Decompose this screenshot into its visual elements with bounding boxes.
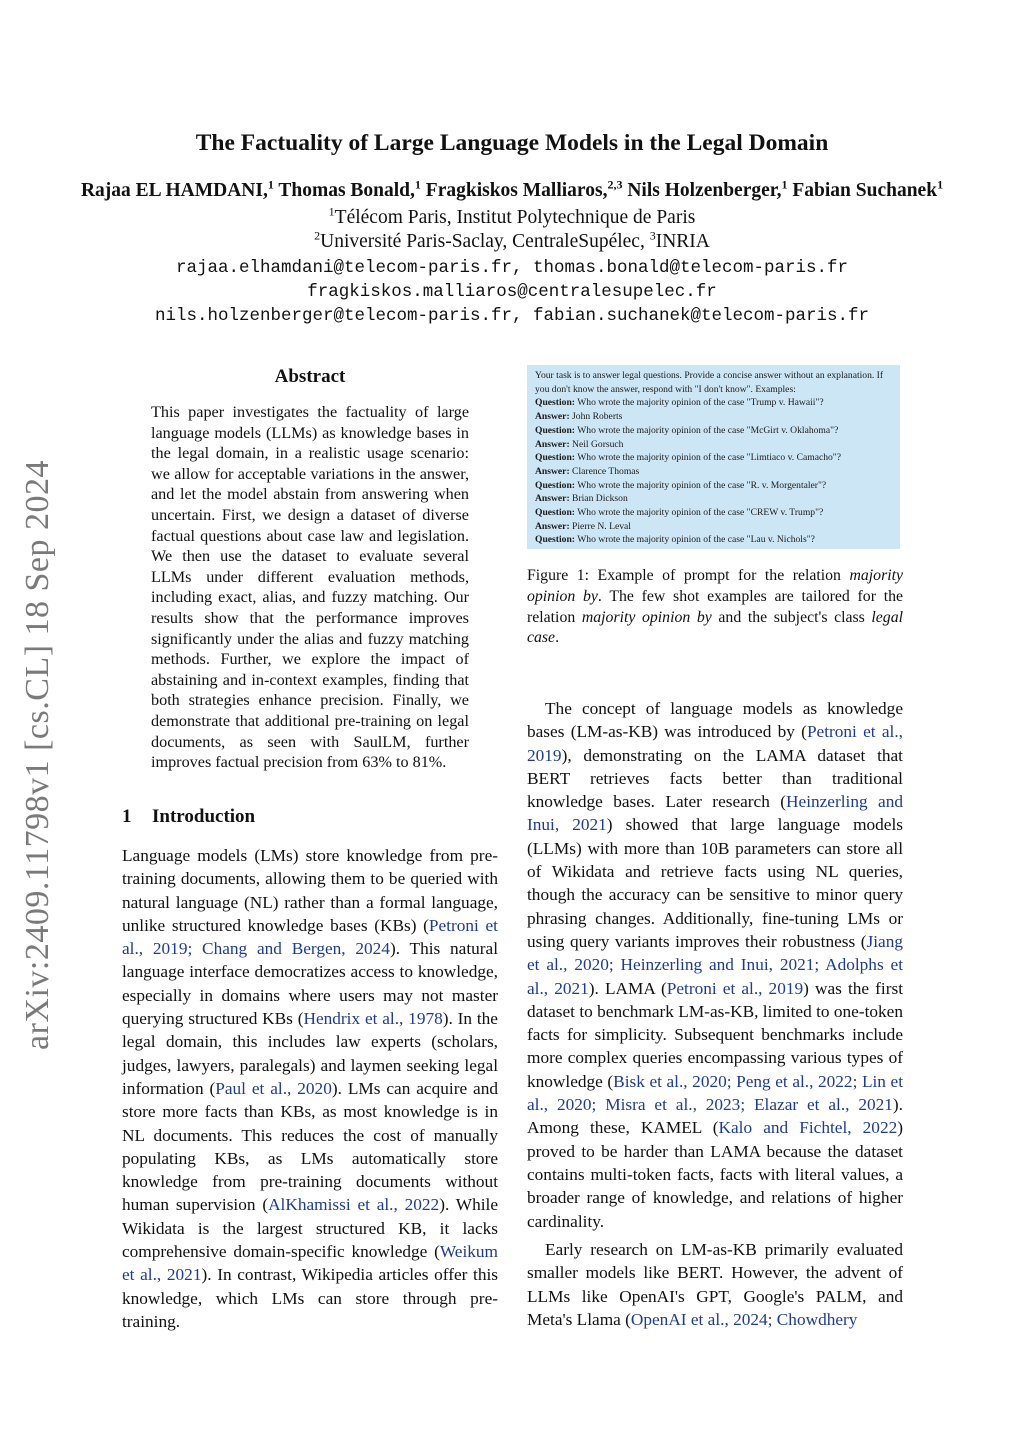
prompt-question: Question: Who wrote the majority opinion of the case "Trump v. Hawaii"? (535, 397, 824, 409)
arxiv-identifier-stamp: arXiv:2409.11798v1 [cs.CL] 18 Sep 2024 (19, 459, 56, 1050)
abstract-body: This paper investigates the factuality of large language models (LLMs) as knowledge bases in the legal domain, in a realistic usage scenario: we allow for acceptable variations in the answer, and let the model abstain from answering when uncertain. First, we design a dataset of diverse factual questions about case law and legislation. We then use the dataset to evaluate several LLMs under different evaluation methods, including exact, alias, and fuzzy matching. Our results show that the performance improves significantly under the alias and fuzzy matching methods. Further, we explore the impact of abstaining and in-context examples, finding that both strategies enhance precision. Finally, we demonstrate that additional pre-training on legal documents, as seen with SaulLM, further improves factual precision from 63% to 81%. (151, 403, 469, 772)
right-column-paragraph-2: Early research on LM-as-KB primarily evaluated smaller models like BERT. However, the advent of LLMs like OpenAI's GPT, Google's PALM, and Meta's Llama (OpenAI et al., 2024; Chowdhery (527, 1240, 903, 1329)
author-affiliation-mark: 1 (937, 177, 944, 192)
author-name: Thomas Bonald, (278, 180, 415, 201)
author-affiliation-mark: 2,3 (607, 177, 623, 192)
citation-link[interactable]: OpenAI et al., 2024; Chowdhery (630, 1309, 858, 1329)
citation-link[interactable]: Petroni et al., 2019 (527, 722, 903, 765)
prompt-example-box (527, 365, 900, 549)
affiliation-2: $^2$Université Paris-Saclay, CentraleSupélec, $^3$INRIA (314, 228, 710, 252)
prompt-final-question: Question: Who wrote the majority opinion of the case "Lau v. Nichols"? (535, 534, 815, 546)
citation-link[interactable]: Jiang et al., 2020; Heinzerling and Inui, 2021; Adolphs et al., 2021 (527, 931, 903, 998)
author-affiliation-mark: 1 (781, 177, 788, 192)
email-line-1: rajaa.elhamdani@telecom-paris.fr, thomas.bonald@telecom-paris.fr (175, 258, 849, 278)
prompt-answer: Answer: John Roberts (535, 411, 623, 423)
author-affiliation-mark: 1 (267, 177, 274, 192)
affiliation-1: $^1$Télécom Paris, Institut Polytechnique de Paris (328, 204, 696, 228)
author-name: Fabian Suchanek (792, 180, 938, 201)
citation-link[interactable]: AlKhamissi et al., 2022 (268, 1195, 440, 1215)
citation-link[interactable]: Paul et al., 2020 (215, 1078, 332, 1098)
abstract-heading: Abstract (274, 366, 346, 387)
introduction-body: Language models (LMs) store knowledge from pre-training documents, allowing them to be queried with natural language (NL) rather than a formal language, unlike structured knowledge bases (KBs) (Petroni et al., 2019; Chang and Bergen, 2024). This natural language interface democratizes access to knowledge, especially in domains where users may not master querying structured KBs (Hendrix et al., 1978). In the legal domain, this includes law experts (scholars, judges, lawyers, paralegals) and laymen seeking legal information (Paul et al., 2020). LMs can acquire and store more facts than KBs, as most knowledge is in NL documents. This reduces the cost of manually populating KBs, as LMs automatically store knowledge from pre-training documents without human supervision (AlKhamissi et al., 2022). While Wikidata is the largest structured KB, it lacks comprehensive domain-specific knowledge (Weikum et al., 2021). In contrast, Wikipedia articles offer this knowledge, which LMs can store through pre-training. (122, 846, 499, 1331)
section-title: Introduction (152, 806, 256, 827)
section-number: 1 (122, 806, 132, 827)
author-name: Fragkiskos Malliaros, (425, 180, 608, 201)
prompt-instruction: Your task is to answer legal questions. Provide a concise answer without an explanation. If you don't know the answer, respond with "I don't know". Examples: (535, 370, 884, 395)
author-affiliation-mark: 1 (414, 177, 421, 192)
prompt-answer: Answer: Clarence Thomas (535, 465, 640, 477)
section-heading-introduction (122, 806, 255, 828)
prompt-question: Question: Who wrote the majority opinion of the case "CREW v. Trump"? (535, 507, 824, 519)
prompt-question: Question: Who wrote the majority opinion of the case "R. v. Morgentaler"? (535, 479, 827, 491)
prompt-answer: Answer: Pierre N. Leval (535, 520, 631, 532)
citation-link[interactable]: Bisk et al., 2020; Peng et al., 2022; Lin et al., 2020; Misra et al., 2023; Elazar et al., 2021 (527, 1071, 903, 1115)
prompt-question: Question: Who wrote the majority opinion of the case "Limtiaco v. Camacho"? (535, 452, 841, 464)
author-list (0, 177, 1024, 202)
prompt-answer: Answer: Brian Dickson (535, 493, 628, 505)
email-line-3: nils.holzenberger@telecom-paris.fr, fabian.suchanek@telecom-paris.fr (154, 306, 870, 326)
prompt-answer: Answer: Neil Gorsuch (535, 438, 624, 450)
citation-link[interactable]: Weikum et al., 2021 (122, 1242, 498, 1285)
prompt-question: Question: Who wrote the majority opinion of the case "McGirt v. Oklahoma"? (535, 424, 839, 436)
citation-link[interactable]: Hendrix et al., 1978 (303, 1009, 443, 1029)
right-column-paragraph-1: The concept of language models as knowledge bases (LM-as-KB) was introduced by (Petroni et al., 2019), demonstrating on the LAMA dataset that BERT retrieves facts better than traditional knowledge bases. Later research (Heinzerling and Inui, 2021) showed that large language models (LLMs) with more than 10B parameters can store all of Wikidata and retrieve facts using NL queries, though the accuracy can be sensitive to minor query phrasing changes. Additionally, fine-tuning LMs or using query variants improves their robustness (Jiang et al., 2020; Heinzerling and Inui, 2021; Adolphs et al., 2021). LAMA (Petroni et al., 2019) was the first dataset to benchmark LM-as-KB, limited to one-token facts for simplicity. Subsequent benchmarks include more complex queries encompassing various types of knowledge (Bisk et al., 2020; Peng et al., 2022; Lin et al., 2020; Misra et al., 2023; Elazar et al., 2021). Among these, KAMEL (Kalo and Fichtel, 2022) proved to be harder than LAMA because the dataset contains multi-token facts, facts with literal values, a broader range of knowledge, and relations of higher cardinality. (527, 699, 904, 1231)
paper-title: The Factuality of Large Language Models in the Legal Domain (195, 130, 829, 156)
citation-link[interactable]: Heinzerling and Inui, 2021 (527, 792, 903, 835)
email-line-2: fragkiskos.malliaros@centralesupelec.fr (307, 282, 717, 302)
citation-link[interactable]: Petroni et al., 2019 (666, 978, 804, 998)
author-name: Rajaa EL HAMDANI, (80, 180, 268, 201)
figure-1-caption: Figure 1: Example of prompt for the relation majority opinion by. The few shot examples are tailored for the relation majority opinion by and the subject's class legal case. (527, 567, 903, 647)
citation-link[interactable]: Kalo and Fichtel, 2022 (718, 1118, 898, 1138)
citation-link[interactable]: Petroni et al., 2019; Chang and Bergen, 2024 (122, 915, 498, 959)
author-name: Nils Holzenberger, (627, 180, 782, 201)
